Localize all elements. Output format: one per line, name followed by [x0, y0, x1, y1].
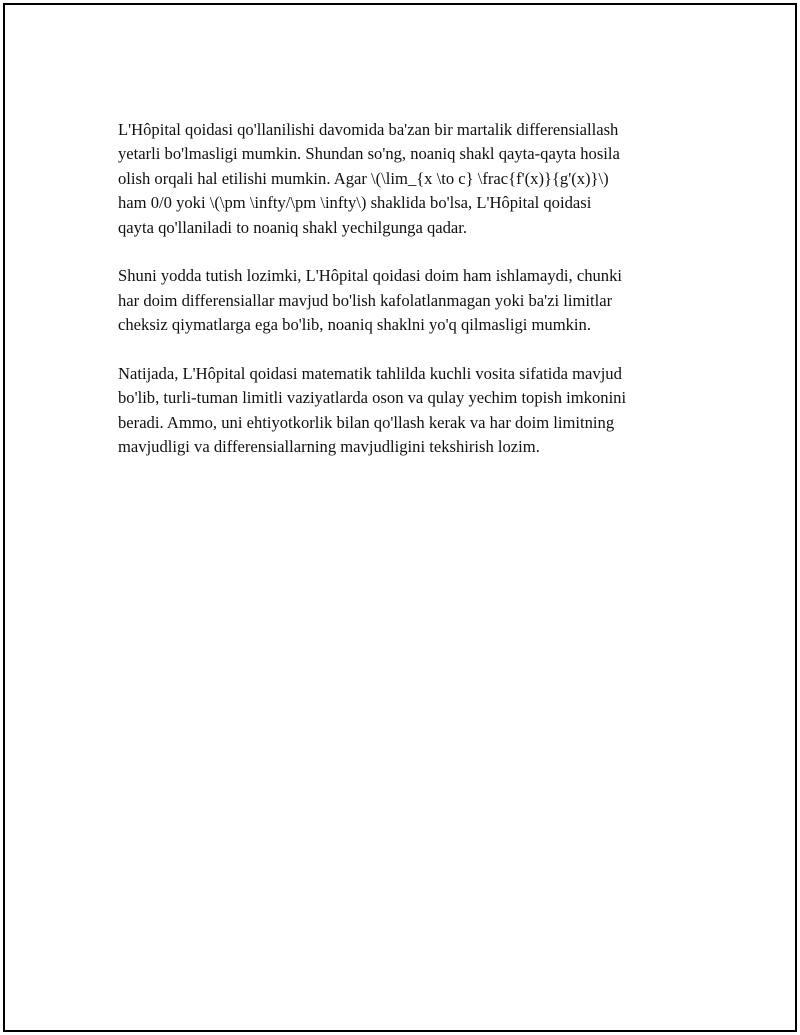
- text-line: Natijada, L'Hôpital qoidasi matematik tahlilda kuchli vosita sifatida mavjud: [118, 364, 622, 384]
- text-line: cheksiz qiymatlarga ega bo'lib, noaniq shaklni yo'q qilmasligi mumkin.: [118, 315, 591, 335]
- text-line: olish orqali hal etilishi mumkin. Agar \(\lim_{x \to c} \frac{f'(x)}{g'(x)}\): [118, 168, 609, 188]
- text-line: har doim differensiallar mavjud bo'lish kafolatlanmagan yoki ba'zi limitlar: [118, 290, 613, 310]
- paragraph-1: [118, 118, 688, 240]
- paragraph-3: [118, 362, 688, 460]
- text-line: ham 0/0 yoki \(\pm \infty/\pm \infty\) shaklida bo'lsa, L'Hôpital qoidasi: [118, 193, 592, 213]
- paragraph-2: [118, 264, 688, 337]
- text-line: mavjudligi va differensiallarning mavjudligini tekshirish lozim.: [118, 437, 540, 457]
- text-line: L'Hôpital qoidasi qo'llanilishi davomida ba'zan bir martalik differensiallash: [118, 120, 619, 139]
- text-line: yetarli bo'lmasligi mumkin. Shundan so'ng, noaniq shakl qayta-qayta hosila: [118, 144, 620, 164]
- text-line: qayta qo'llaniladi to noaniq shakl yechilgunga qadar.: [118, 217, 468, 237]
- document-body: [118, 118, 688, 484]
- text-line: Shuni yodda tutish lozimki, L'Hôpital qoidasi doim ham ishlamaydi, chunki: [118, 266, 622, 286]
- text-line: beradi. Ammo, uni ehtiyotkorlik bilan qo'llash kerak va har doim limitning: [118, 412, 615, 432]
- text-line: bo'lib, turli-tuman limitli vaziyatlarda oson va qulay yechim topish imkonini: [118, 388, 627, 408]
